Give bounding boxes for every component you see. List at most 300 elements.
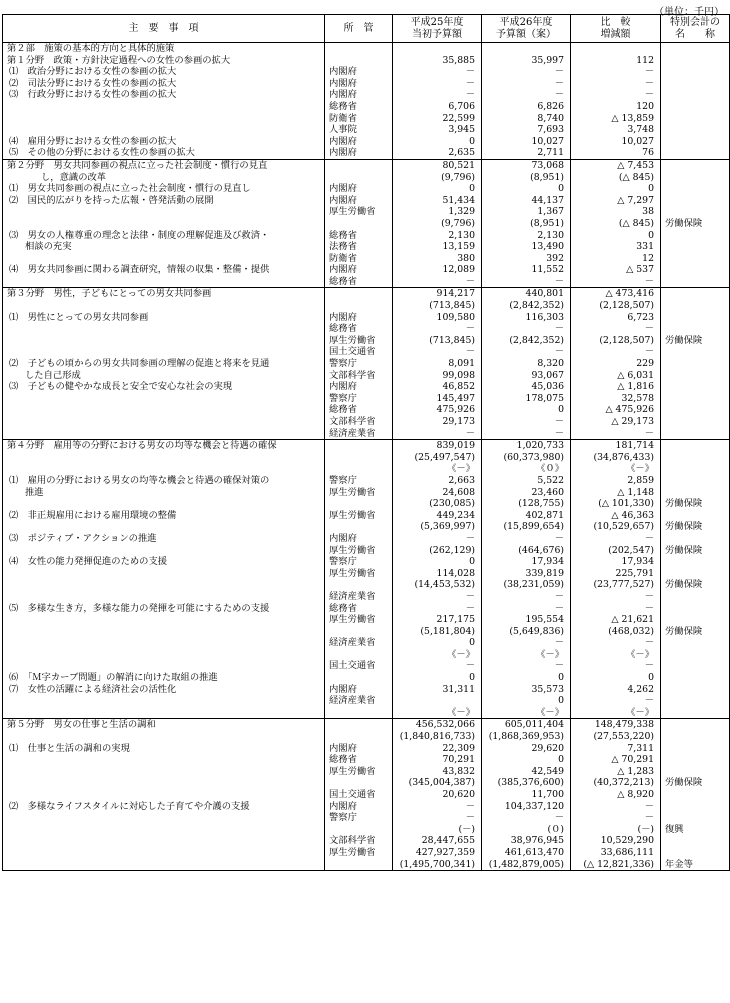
table-line: －	[554, 427, 564, 439]
table-line: 内閣府	[329, 135, 357, 147]
table-line: 402,871	[525, 509, 564, 521]
item-cell	[3, 159, 325, 288]
fy25-cell	[393, 159, 482, 288]
table-line	[661, 452, 729, 464]
table-line: 76	[642, 147, 654, 159]
table-line: 厚生労働省	[329, 567, 376, 579]
table-line: (14,453,532)	[414, 579, 475, 591]
table-line: 181,714	[615, 440, 654, 452]
table-line	[661, 695, 729, 707]
table-line: △ 1,283	[617, 765, 654, 777]
table-line: －	[465, 532, 475, 544]
table-line	[3, 859, 324, 871]
table-line: 392	[546, 252, 564, 264]
table-line	[661, 789, 729, 801]
table-line: (－)	[458, 823, 475, 835]
table-line	[571, 43, 660, 55]
table-line: －	[644, 590, 654, 602]
table-line	[661, 812, 729, 824]
table-line: ⑹ 「Ｍ字カーブ問題」の解消に向けた取組の推進	[9, 672, 218, 684]
table-line	[325, 160, 392, 172]
special-cell	[661, 440, 730, 719]
table-line: △ 537	[626, 264, 654, 276]
table-line: 内閣府	[329, 77, 357, 89]
table-line: 70,291	[442, 754, 475, 766]
ministry-cell	[325, 719, 393, 871]
table-line: －	[644, 77, 654, 89]
table-line: 第２分野 男女共同参画の視点に立った社会制度・慣行の見直	[7, 159, 268, 171]
table-line: 厚生労働省	[329, 334, 376, 346]
table-line: －	[465, 323, 475, 335]
table-line: 339,819	[525, 567, 564, 579]
section-4	[3, 440, 730, 719]
table-line: －	[465, 590, 475, 602]
special-cell	[661, 43, 730, 160]
table-line	[3, 404, 324, 416]
table-line	[3, 276, 324, 288]
table-line: 35,997	[531, 54, 564, 66]
table-line: 厚生労働省	[329, 544, 376, 556]
table-line: 第５分野 男女の仕事と生活の調和	[7, 719, 156, 731]
table-line: 厚生労働省	[329, 846, 376, 858]
table-line: 厚生労働省	[329, 509, 376, 521]
table-line: 45,036	[531, 381, 564, 393]
table-line: (38,231,059)	[503, 579, 564, 591]
table-line: 0	[648, 183, 654, 195]
special-cell	[661, 719, 730, 871]
table-line	[325, 731, 392, 743]
table-line: 《－》	[447, 648, 475, 660]
table-line: (2,128,507)	[599, 300, 654, 312]
table-line	[3, 300, 324, 312]
table-line	[661, 428, 729, 440]
table-line: 1,367	[537, 206, 564, 218]
table-line: 防衛省	[329, 252, 357, 264]
table-line	[661, 847, 729, 859]
table-line	[3, 731, 324, 743]
table-line: 2,635	[448, 147, 475, 159]
table-line: 461,613,470	[504, 846, 564, 858]
table-line	[325, 672, 392, 684]
table-line: (△ 12,821,336)	[583, 858, 654, 870]
table-line: －	[465, 89, 475, 101]
table-line: 内閣府	[329, 381, 357, 393]
table-line: 2,859	[627, 474, 654, 486]
table-line	[325, 288, 392, 300]
table-line	[3, 335, 324, 347]
table-line: －	[554, 660, 564, 672]
table-line	[661, 358, 729, 370]
table-line	[3, 218, 324, 230]
table-line: ⑴ 雇用の分野における男女の均等な機会と待遇の確保対策の	[9, 474, 270, 486]
table-line: 427,927,359	[415, 846, 475, 858]
table-line	[661, 300, 729, 312]
table-line: 総務省	[329, 323, 357, 335]
table-line	[325, 452, 392, 464]
table-line: ⑸ その他の分野における女性の参画の拡大	[9, 147, 195, 159]
fy25-cell	[393, 43, 482, 160]
table-line	[3, 346, 324, 358]
table-line	[325, 43, 392, 55]
table-line: 1,020,733	[516, 440, 564, 452]
table-header-row	[3, 15, 730, 43]
table-line: △ 473,416	[605, 288, 654, 300]
table-line	[325, 498, 392, 510]
table-line	[325, 626, 392, 638]
table-line: (1,840,816,733)	[399, 731, 475, 743]
table-line: 2,663	[448, 474, 475, 486]
table-line: －	[554, 275, 564, 287]
table-line: 12,089	[442, 264, 475, 276]
table-line: 総務省	[329, 754, 357, 766]
table-line: (23,777,527)	[593, 579, 654, 591]
table-line	[661, 649, 729, 661]
table-line: 0	[558, 404, 564, 416]
table-line	[661, 206, 729, 218]
table-line: △ 8,920	[617, 789, 654, 800]
table-line: ⑴ 男女共同参画の視点に立った社会制度・慣行の見直し	[9, 183, 251, 195]
table-line: 7,311	[627, 742, 654, 754]
table-line	[661, 241, 729, 253]
table-line	[661, 89, 729, 101]
table-line: 経済産業省	[329, 695, 376, 707]
table-line: 総務省	[329, 275, 357, 287]
table-line	[661, 533, 729, 545]
table-line	[661, 78, 729, 90]
table-line	[661, 591, 729, 603]
table-line	[3, 707, 324, 719]
table-line: (－)	[637, 823, 654, 835]
table-line	[661, 370, 729, 382]
table-line: (△ 101,330)	[598, 498, 654, 510]
table-line: －	[644, 89, 654, 101]
table-line: ⑶ ポジティブ・アクションの推進	[9, 532, 157, 544]
table-line: －	[465, 66, 475, 78]
table-line: 国土交通省	[329, 660, 376, 672]
table-line: ⑴ 男性にとっての男女共同参画	[9, 311, 149, 323]
table-line	[661, 603, 729, 615]
table-line	[661, 510, 729, 522]
table-line: 警察庁	[329, 392, 357, 404]
table-line: 厚生労働省	[329, 614, 376, 626]
table-line: 復興	[665, 823, 684, 835]
table-line	[661, 160, 729, 172]
table-line	[3, 428, 324, 440]
table-line: (464,676)	[518, 544, 564, 556]
table-line: 10,027	[531, 135, 564, 147]
table-line: 10,529,290	[600, 835, 654, 847]
table-line: ⑵ 司法分野における女性の参画の拡大	[9, 77, 177, 89]
table-line: (5,369,997)	[420, 521, 475, 533]
table-line: －	[465, 800, 475, 812]
table-line: 145,497	[436, 392, 475, 404]
table-line: 人事院	[329, 124, 357, 136]
table-line: 《－》	[626, 648, 654, 660]
table-line: 労働保険	[665, 334, 703, 346]
table-line	[3, 393, 324, 405]
table-line	[661, 766, 729, 778]
table-line: (1,495,700,341)	[399, 858, 475, 870]
table-line: 推進	[25, 486, 44, 498]
fy26-cell	[482, 719, 571, 871]
header-diff: 比 較 増減額	[571, 15, 661, 43]
table-line: (345,004,387)	[408, 777, 475, 789]
table-line: (０)	[547, 823, 564, 835]
table-line: 12	[642, 252, 654, 264]
table-line: －	[644, 695, 654, 707]
special-cell	[661, 159, 730, 288]
table-line: ⑵ 子どもの頃からの男女共同参画の理解の促進と将来を見通	[9, 358, 270, 370]
table-line: 112	[636, 54, 654, 66]
table-line: 0	[469, 637, 475, 649]
table-line	[325, 172, 392, 184]
table-line: 73,068	[531, 159, 564, 171]
table-line	[661, 288, 729, 300]
table-line: 449,234	[436, 509, 475, 521]
table-line	[3, 660, 324, 672]
table-line: 44,137	[531, 194, 564, 206]
table-line: △ 1,148	[617, 486, 654, 498]
table-line	[661, 312, 729, 324]
table-line	[325, 218, 392, 230]
table-line: －	[465, 812, 475, 824]
table-line: ⑶ 男女の人権尊重の理念と法律・制度の理解促進及び救済・	[9, 229, 270, 241]
table-line	[325, 55, 392, 67]
unit-note: （単位：千円）	[654, 7, 724, 18]
table-line: (713,845)	[429, 334, 475, 346]
table-line: 0	[558, 695, 564, 707]
table-line: 国土交通省	[329, 789, 376, 800]
table-line: ⑶ 行政分野における女性の参画の拡大	[9, 89, 177, 101]
table-line: 22,309	[442, 742, 475, 754]
table-line	[661, 707, 729, 719]
table-line: ⑺ 女性の活躍による経済社会の活性化	[9, 683, 177, 695]
table-line: 23,460	[531, 486, 564, 498]
table-line	[661, 568, 729, 580]
table-line	[661, 416, 729, 428]
fy26-cell	[482, 159, 571, 288]
table-line: 217,175	[436, 614, 475, 626]
table-line: 11,700	[531, 789, 564, 800]
table-line: －	[644, 637, 654, 649]
budget-table	[2, 14, 730, 871]
table-line: (2,128,507)	[599, 334, 654, 346]
table-line	[3, 579, 324, 591]
table-line: －	[554, 590, 564, 602]
table-line: 0	[558, 183, 564, 195]
table-line: 警察庁	[329, 812, 357, 824]
table-line: 労働保険	[665, 544, 703, 556]
table-line: 内閣府	[329, 311, 357, 323]
table-line: 第１分野 政策・方針決定過程への女性の参画の拡大	[7, 54, 231, 66]
table-line	[3, 452, 324, 464]
table-line	[3, 649, 324, 661]
table-line: －	[644, 66, 654, 78]
table-line: ⑶ 子どもの健やかな成長と安全で安心な社会の実現	[9, 381, 233, 393]
ministry-cell	[325, 440, 393, 719]
table-line	[325, 707, 392, 719]
table-line: 28,447,655	[421, 835, 475, 847]
table-line: (202,547)	[608, 544, 654, 556]
table-line: 《－》	[626, 706, 654, 718]
table-line: 《－》	[626, 463, 654, 475]
table-line: (15,899,654)	[503, 521, 564, 533]
table-line	[325, 777, 392, 789]
table-line: －	[644, 532, 654, 544]
table-line: 51,434	[442, 194, 475, 206]
table-line: (60,373,980)	[503, 451, 564, 463]
table-line	[3, 695, 324, 707]
table-line: 380	[457, 252, 475, 264]
table-line	[661, 487, 729, 499]
table-line: ⑷ 女性の能力発揮促進のための支援	[9, 556, 168, 568]
table-line	[3, 754, 324, 766]
table-line: 148,479,338	[594, 719, 654, 731]
table-line: 内閣府	[329, 264, 357, 276]
table-line: 178,075	[525, 392, 564, 404]
header-special: 特別会計の 名 称	[661, 15, 730, 43]
table-line	[3, 766, 324, 778]
table-line	[3, 614, 324, 626]
table-line: 文部科学省	[329, 369, 376, 381]
table-line: －	[554, 532, 564, 544]
table-line: 11,552	[531, 264, 564, 276]
table-line: 17,934	[531, 556, 564, 568]
table-line: 警察庁	[329, 474, 357, 486]
table-line: 114,028	[436, 567, 475, 579]
table-line: －	[554, 602, 564, 614]
table-line: 440,801	[525, 288, 564, 300]
table-line	[325, 824, 392, 836]
table-line: 195,554	[525, 614, 564, 626]
table-line: －	[465, 660, 475, 672]
table-line	[325, 579, 392, 591]
table-line: (△ 845)	[618, 217, 654, 229]
table-line: 33,686,111	[600, 846, 654, 858]
fy25-cell	[393, 719, 482, 871]
table-line: 厚生労働省	[329, 765, 376, 777]
diff-cell	[571, 288, 661, 440]
table-line: (10,529,657)	[593, 521, 654, 533]
table-line: △ 7,453	[617, 159, 654, 171]
table-line	[3, 416, 324, 428]
table-line: －	[554, 323, 564, 335]
table-line: 《－》	[447, 706, 475, 718]
table-line	[325, 649, 392, 661]
table-line	[661, 113, 729, 125]
table-line: 99,098	[442, 369, 475, 381]
table-line: 内閣府	[329, 194, 357, 206]
table-line: 《－》	[536, 648, 564, 660]
table-line: 内閣府	[329, 532, 357, 544]
table-line: 109,580	[436, 311, 475, 323]
section-2	[3, 159, 730, 288]
diff-cell	[571, 440, 661, 719]
table-line: 6,723	[627, 311, 654, 323]
table-line: 42,549	[531, 765, 564, 777]
table-line	[3, 206, 324, 218]
item-cell	[3, 719, 325, 871]
ministry-cell	[325, 43, 393, 160]
table-line: －	[554, 77, 564, 89]
table-line: △ 46,363	[611, 509, 654, 521]
table-line: 24,608	[442, 486, 475, 498]
table-line	[661, 463, 729, 475]
table-line: 労働保険	[665, 579, 703, 591]
table-line	[661, 381, 729, 393]
table-line: (9,796)	[441, 171, 475, 183]
table-line: 内閣府	[329, 147, 357, 159]
special-cell	[661, 288, 730, 440]
header-item: 主 要 事 項	[3, 15, 325, 43]
table-line	[661, 183, 729, 195]
table-line: 内閣府	[329, 683, 357, 695]
table-line: 厚生労働省	[329, 486, 376, 498]
table-line: 46,852	[442, 381, 475, 393]
item-cell	[3, 440, 325, 719]
table-line: 総務省	[329, 100, 357, 112]
table-line: (27,553,220)	[593, 731, 654, 743]
table-line: 225,791	[615, 567, 654, 579]
item-cell	[3, 43, 325, 160]
table-line	[3, 789, 324, 801]
table-line: (5,649,836)	[509, 625, 564, 637]
table-line: △ 70,291	[611, 754, 654, 766]
table-line: (40,372,213)	[593, 777, 654, 789]
table-line	[661, 230, 729, 242]
table-line: 13,490	[531, 241, 564, 253]
table-line: －	[554, 637, 564, 649]
table-line: 0	[469, 672, 475, 684]
table-line: －	[554, 89, 564, 101]
table-line: (5,181,804)	[420, 625, 475, 637]
table-line: 5,522	[537, 474, 564, 486]
fy26-cell	[482, 440, 571, 719]
table-line: －	[644, 427, 654, 439]
item-cell	[3, 288, 325, 440]
table-line: －	[465, 346, 475, 358]
table-line: －	[644, 660, 654, 672]
table-line: 総務省	[329, 404, 357, 416]
table-line: △ 1,816	[617, 381, 654, 393]
table-line	[661, 323, 729, 335]
ministry-cell	[325, 288, 393, 440]
table-line: 総務省	[329, 602, 357, 614]
table-line: 116,303	[525, 311, 564, 323]
table-line: ⑴ 政治分野における女性の参画の拡大	[9, 66, 177, 78]
table-line: 0	[469, 135, 475, 147]
table-line: 456,532,066	[415, 719, 475, 731]
table-line: 13,159	[442, 241, 475, 253]
table-line	[3, 113, 324, 125]
table-line	[3, 498, 324, 510]
table-line	[661, 55, 729, 67]
diff-cell	[571, 719, 661, 871]
table-line: 《０》	[536, 463, 564, 475]
table-line	[661, 637, 729, 649]
fy26-cell	[482, 43, 571, 160]
table-line	[3, 124, 324, 136]
table-line: 38	[642, 206, 654, 218]
table-line: 839,019	[436, 440, 475, 452]
section-3	[3, 288, 730, 440]
table-line: し，意識の改革	[41, 171, 107, 183]
table-line	[661, 195, 729, 207]
table-line	[325, 859, 392, 871]
table-line	[3, 568, 324, 580]
table-line	[661, 754, 729, 766]
table-line: 2,130	[537, 229, 564, 241]
